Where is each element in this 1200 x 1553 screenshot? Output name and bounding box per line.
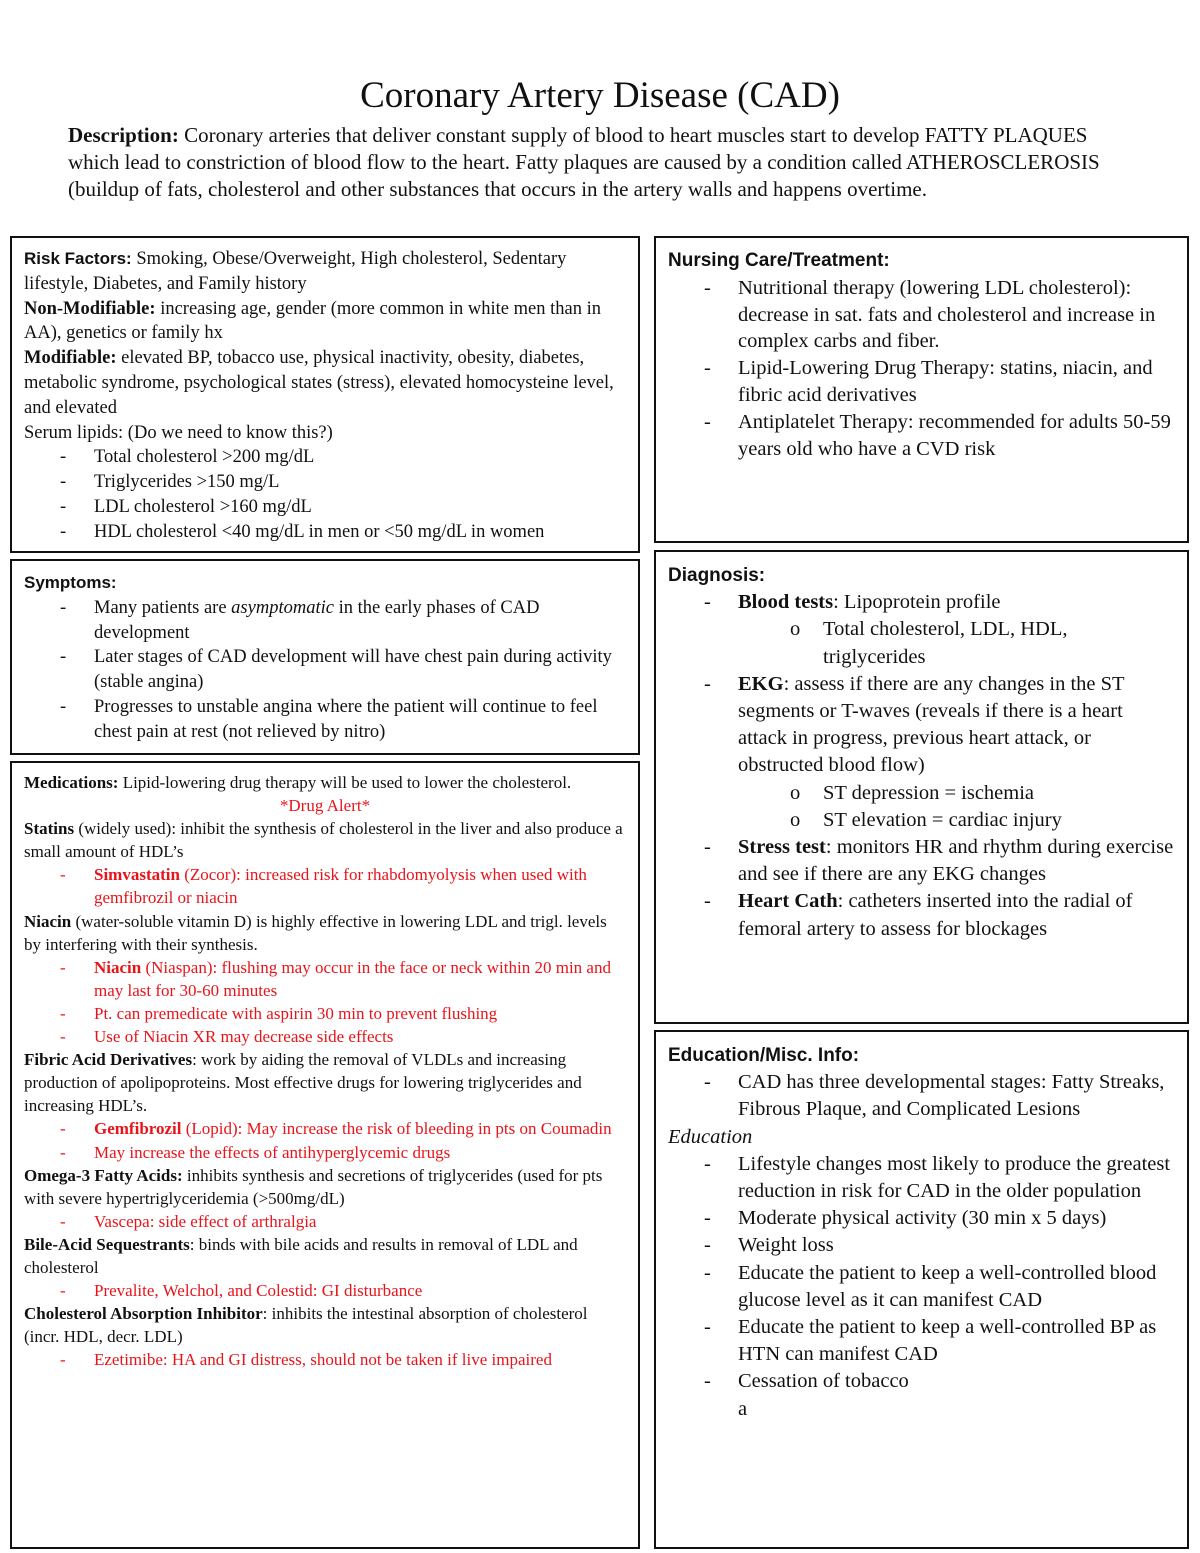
drug-note: (Lopid): May increase the risk of bleeding in pts on Coumadin xyxy=(181,1119,612,1139)
diagnosis-term: Heart Cath xyxy=(738,890,838,913)
modifiable-text: elevated BP, tobacco use, physical inactivity, obesity, diabetes, metabolic syndrome, psychological states (stress), elevated homocysteine level, and elevated xyxy=(24,348,614,418)
drug-name: Gemfibrozil xyxy=(94,1119,182,1139)
statins-line xyxy=(24,817,626,863)
non-modifiable-line xyxy=(24,297,626,347)
diagnosis-text: : catheters inserted into the radial of femoral artery to assess for blockages xyxy=(738,890,1133,940)
page-title: Coronary Artery Disease (CAD) xyxy=(360,75,840,116)
list-item: - Weight loss xyxy=(668,1232,1175,1259)
list-item: - Use of Niacin XR may decrease side effects xyxy=(24,1025,626,1048)
serum-lipids-list xyxy=(24,445,626,544)
drug-note: (Zocor): increased risk for rhabdomyolysis when used with gemfibrozil or niacin xyxy=(94,865,587,908)
education-list xyxy=(668,1151,1175,1396)
risk-factors-text: Smoking, Obese/Overweight, High cholesterol, Sedentary lifestyle, Diabetes, and Family history xyxy=(24,249,567,294)
education-subheading: Education xyxy=(668,1125,753,1148)
risk-factors-label: Risk Factors: xyxy=(24,249,132,268)
cholesterol-inhibitor-label: Cholesterol Absorption Inhibitor xyxy=(24,1304,263,1324)
bile-list xyxy=(24,1279,626,1302)
nursing-care-box xyxy=(654,236,1189,543)
diagnosis-text: : monitors HR and rhythm during exercise and see if there are any EKG changes xyxy=(738,836,1174,886)
niacin-list xyxy=(24,956,626,1048)
modifiable-line xyxy=(24,346,626,420)
list-item xyxy=(668,671,1175,780)
list-item: o Total cholesterol, LDL, HDL, triglycerides xyxy=(668,616,1175,670)
list-item: - Triglycerides >150 mg/L xyxy=(24,470,626,495)
nursing-care-label: Nursing Care/Treatment: xyxy=(668,250,890,271)
statins-list xyxy=(24,863,626,909)
symptoms-label: Symptoms: xyxy=(24,573,117,592)
list-item: - Lipid-Lowering Drug Therapy: statins, niacin, and fibric acid derivatives xyxy=(668,355,1175,409)
bile-text: : binds with bile acids and results in removal of LDL and cholesterol xyxy=(24,1234,578,1277)
diagnosis-box xyxy=(654,550,1189,1024)
bile-line xyxy=(24,1233,626,1279)
list-item: - Later stages of CAD development will have chest pain during activity (stable angina) xyxy=(24,645,626,695)
list-item: - Moderate physical activity (30 min x 5 days) xyxy=(668,1205,1175,1232)
list-item: o ST depression = ischemia xyxy=(668,780,1175,807)
symptom-emphasis: asymptomatic xyxy=(231,597,334,618)
medications-label: Medications: xyxy=(24,773,119,792)
list-item xyxy=(24,596,626,646)
niacin-line xyxy=(24,910,626,956)
fibric-line xyxy=(24,1048,626,1117)
description-label: Description: xyxy=(68,123,179,147)
non-modifiable-text: increasing age, gender (more common in white men than in AA), genetics or family hx xyxy=(24,298,601,344)
fibric-label: Fibric Acid Derivatives xyxy=(24,1050,193,1070)
list-item: - Educate the patient to keep a well-controlled blood glucose level as it can manifest CAD xyxy=(668,1260,1175,1314)
list-item: o ST elevation = cardiac injury xyxy=(668,807,1175,834)
nursing-care-list xyxy=(668,275,1175,463)
diagnosis-text: : assess if there are any changes in the ST segments or T-waves (reveals if there is a heart attack in progress, previous heart attack, or obstructed blood flow) xyxy=(738,672,1125,777)
symptoms-list xyxy=(24,596,626,745)
list-item: - Nutritional therapy (lowering LDL cholesterol): decrease in sat. fats and cholesterol and increase in complex carbs and fiber. xyxy=(668,275,1175,355)
cholesterol-inhibitor-list xyxy=(24,1348,626,1371)
stages-list xyxy=(668,1069,1175,1123)
risk-factors-box xyxy=(10,236,640,553)
list-item: - May increase the effects of antihyperglycemic drugs xyxy=(24,1141,626,1164)
education-label: Education/Misc. Info: xyxy=(668,1045,860,1066)
non-modifiable-label: Non-Modifiable: xyxy=(24,298,156,319)
statins-text: (widely used): inhibit the synthesis of cholesterol in the liver and also produce a small amount of HDL’s xyxy=(24,819,623,862)
list-item xyxy=(668,888,1175,942)
education-box xyxy=(654,1030,1189,1549)
niacin-label: Niacin xyxy=(24,911,72,931)
diagnosis-list xyxy=(668,671,1175,780)
diagnosis-term: Blood tests xyxy=(738,591,834,614)
fibric-text: : work by aiding the removal of VLDLs and increasing production of apolipoproteins. Most effective drugs for lowering triglycerides and increasing HDL’s. xyxy=(24,1050,582,1116)
risk-factors-line xyxy=(24,247,626,297)
omega-line xyxy=(24,1164,626,1210)
description xyxy=(68,122,1138,203)
bile-label: Bile-Acid Sequestrants xyxy=(24,1234,190,1254)
description-text: Coronary arteries that deliver constant supply of blood to heart muscles start to develop FATTY PLAQUES which lead to constriction of blood flow to the heart. Fatty plaques are caused by a condition called ATHEROSCLEROSIS (buildup of fats, cholesterol and other substances that occurs in the artery walls and happens overtime. xyxy=(68,123,1100,201)
symptom-text: in the early phases of CAD development xyxy=(94,597,540,643)
diagnosis-term: EKG xyxy=(738,672,784,695)
modifiable-label: Modifiable: xyxy=(24,348,117,369)
omega-label: Omega-3 Fatty Acids: xyxy=(24,1165,183,1185)
serum-lipids-heading: Serum lipids: (Do we need to know this?) xyxy=(24,422,333,443)
list-item xyxy=(668,589,1175,616)
cholesterol-inhibitor-text: : inhibits the intestinal absorption of cholesterol (incr. HDL, decr. LDL) xyxy=(24,1304,588,1347)
diagnosis-label: Diagnosis: xyxy=(668,565,766,586)
list-item xyxy=(24,863,626,909)
symptom-text: Many patients are xyxy=(94,597,232,618)
symptoms-box xyxy=(10,559,640,755)
diagnosis-term: Stress test xyxy=(738,836,826,859)
list-item: - HDL cholesterol <40 mg/dL in men or <50 mg/dL in women xyxy=(24,520,626,545)
statins-label: Statins xyxy=(24,819,75,839)
omega-list xyxy=(24,1210,626,1233)
diagnosis-list xyxy=(668,589,1175,616)
medications-box xyxy=(10,761,640,1549)
list-item: - Vascepa: side effect of arthralgia xyxy=(24,1210,626,1233)
list-item: - CAD has three developmental stages: Fatty Streaks, Fibrous Plaque, and Complicated Lesions xyxy=(668,1069,1175,1123)
list-item: - Total cholesterol >200 mg/dL xyxy=(24,445,626,470)
list-item: - Ezetimibe: HA and GI distress, should not be taken if live impaired xyxy=(24,1348,626,1371)
drug-name: Simvastatin xyxy=(94,865,180,885)
list-item: - Antiplatelet Therapy: recommended for adults 50-59 years old who have a CVD risk xyxy=(668,409,1175,463)
fibric-list xyxy=(24,1117,626,1163)
medications-intro xyxy=(24,771,626,794)
medications-intro-text: Lipid-lowering drug therapy will be used to lower the cholesterol. xyxy=(118,773,572,792)
drug-note: (Niaspan): flushing may occur in the face or neck within 20 min and may last for 30-60 minutes xyxy=(94,957,611,1000)
drug-name: Niacin xyxy=(94,957,142,977)
niacin-text: (water-soluble vitamin D) is highly effective in lowering LDL and trigl. levels by interfering with their synthesis. xyxy=(24,911,607,954)
diagnosis-sublist xyxy=(668,780,1175,834)
trailing-text: a xyxy=(738,1397,748,1420)
omega-text: inhibits synthesis and secretions of triglycerides (used for pts with severe hypertriglyceridemia (>500mg/dL) xyxy=(24,1165,603,1208)
list-item: - Educate the patient to keep a well-controlled BP as HTN can manifest CAD xyxy=(668,1314,1175,1368)
list-item: - Lifestyle changes most likely to produce the greatest reduction in risk for CAD in the older population xyxy=(668,1151,1175,1205)
diagnosis-text: : Lipoprotein profile xyxy=(833,591,1001,614)
diagnosis-sublist xyxy=(668,616,1175,670)
diagnosis-list xyxy=(668,834,1175,943)
cholesterol-inhibitor-line xyxy=(24,1302,626,1348)
list-item xyxy=(24,956,626,1002)
list-item: - Progresses to unstable angina where the patient will continue to feel chest pain at rest (not relieved by nitro) xyxy=(24,695,626,745)
drug-alert: *Drug Alert* xyxy=(279,796,371,816)
list-item xyxy=(668,834,1175,888)
list-item: - Pt. can premedicate with aspirin 30 min to prevent flushing xyxy=(24,1002,626,1025)
list-item: - LDL cholesterol >160 mg/dL xyxy=(24,495,626,520)
list-item xyxy=(24,1117,626,1140)
list-item: - Cessation of tobacco xyxy=(668,1368,1175,1395)
list-item: - Prevalite, Welchol, and Colestid: GI disturbance xyxy=(24,1279,626,1302)
